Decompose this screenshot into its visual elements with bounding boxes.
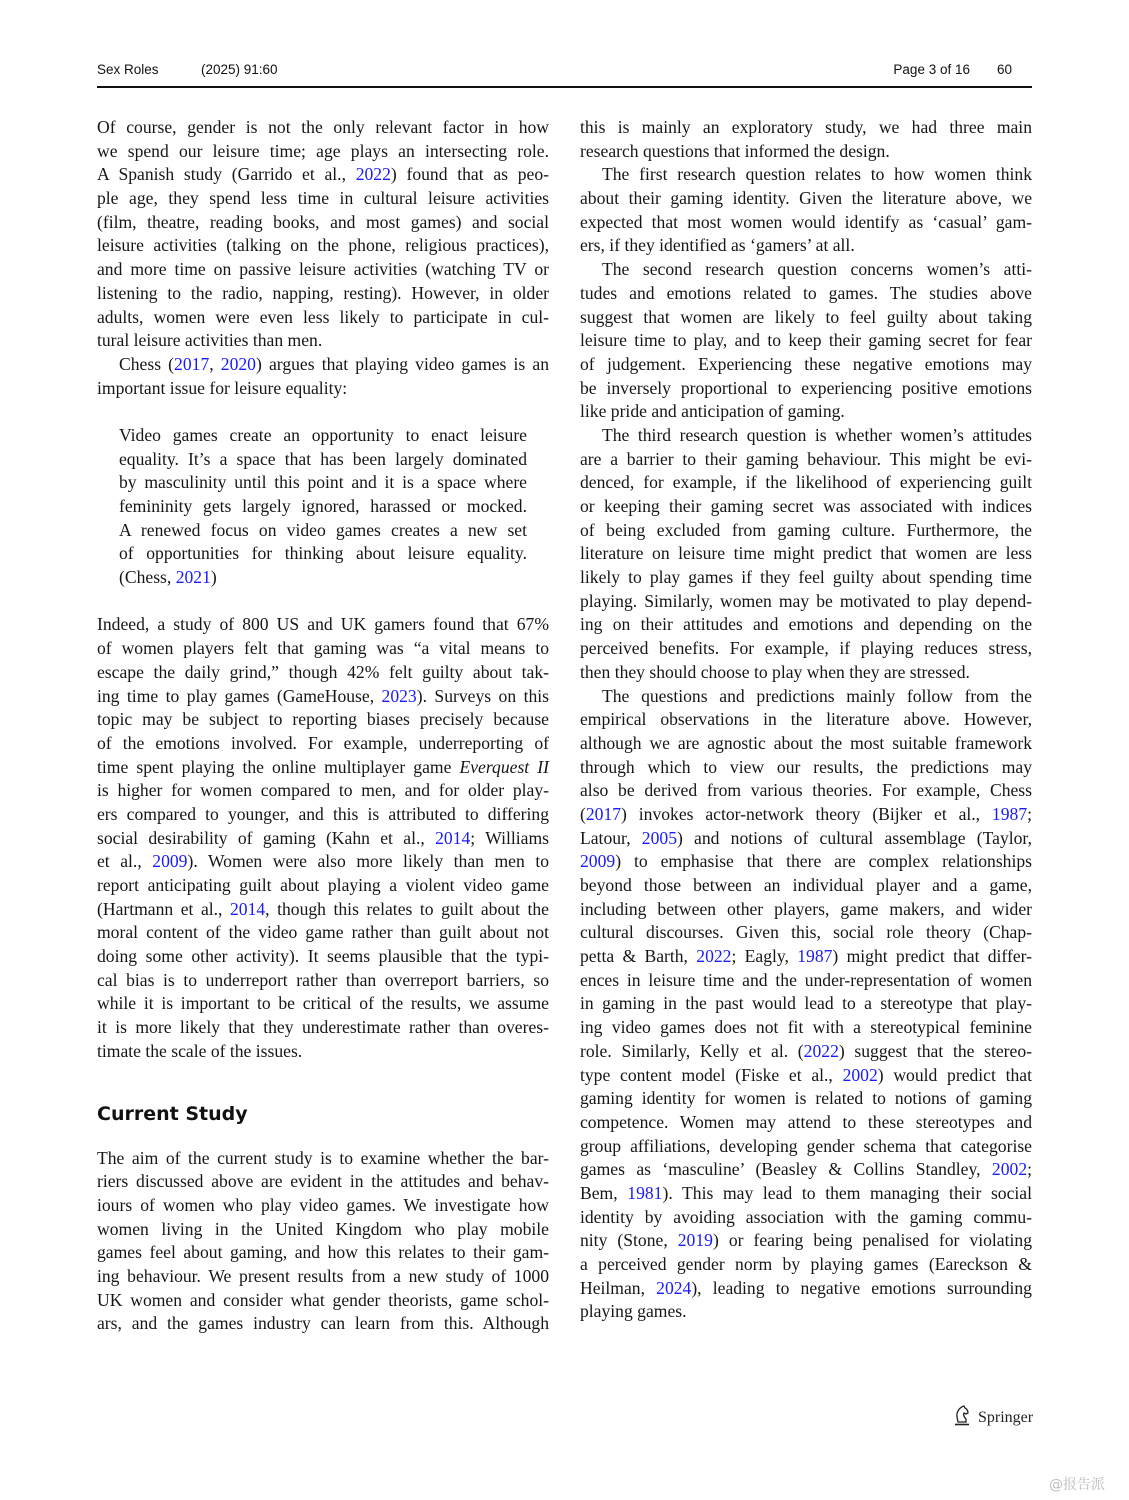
paragraph xyxy=(97,613,549,1063)
citation-link[interactable]: 2002 xyxy=(991,1159,1028,1180)
text-line: time spent playing the online multiplayer game Everquest II xyxy=(97,756,549,777)
text-line: we spend our leisure time; age plays an intersecting role. xyxy=(97,140,549,161)
text-line: equality. It’s a space that has been largely dominated xyxy=(119,448,527,469)
volume-issue: (2025) 91:60 xyxy=(201,62,278,77)
text-line: Indeed, a study of 800 US and UK gamers found that 67% xyxy=(97,614,549,635)
citation-link[interactable]: 2009 xyxy=(152,851,188,872)
citation-link[interactable]: 2017 xyxy=(585,803,622,824)
text-line: playing. Similarly, women may be motivated to play depend- xyxy=(580,590,1032,611)
text-line: iours of women who play video games. We investigate how xyxy=(97,1194,549,1215)
text-line: A renewed focus on video games creates a new set xyxy=(119,519,527,540)
paragraph xyxy=(580,116,1032,163)
citation-link[interactable]: 2019 xyxy=(677,1230,713,1251)
citation-link[interactable]: 2024 xyxy=(656,1277,692,1298)
text-line: are a barrier to their gaming behaviour. This might be evi- xyxy=(580,448,1032,469)
citation-link[interactable]: 2023 xyxy=(381,685,417,706)
citation-link[interactable]: 2009 xyxy=(580,851,616,872)
text-line: leisure time to play, and to keep their gaming secret for fear xyxy=(580,330,1032,351)
text-line: ple age, they spend less time in cultural leisure activities xyxy=(97,188,549,209)
spacer xyxy=(97,400,549,424)
text-line: through which to view our results, the predictions may xyxy=(580,756,1032,777)
text-line: (film, theatre, reading books, and most games) and social xyxy=(97,211,549,232)
paragraph xyxy=(580,685,1032,1325)
text-line: empirical observations in the literature above. However, xyxy=(580,709,1032,730)
text-line: ing video games does not fit with a stereotypical feminine xyxy=(580,1017,1032,1038)
paragraph xyxy=(97,1147,549,1337)
text-line: in gaming in the past would lead to a stereotype that play- xyxy=(580,993,1032,1014)
text-line: a perceived gender norm by playing games (Eareckson & xyxy=(580,1254,1032,1274)
paragraph xyxy=(580,424,1032,685)
text-line: denced, for example, if the likelihood of experiencing guilt xyxy=(580,472,1032,493)
text-line: while it is important to be critical of the results, we assume xyxy=(97,993,549,1014)
text-line: leisure activities (talking on the phone, religious practices), xyxy=(97,235,549,256)
text-line: report anticipating guilt about playing a violent video game xyxy=(97,875,549,895)
text-line: Of course, gender is not the only relevant factor in how xyxy=(97,117,549,137)
watermark: @报告派 xyxy=(1049,1477,1105,1493)
text-line: by masculinity until this point and it is a space where xyxy=(119,472,527,493)
text-line: ing on their attitudes and emotions and depending on the xyxy=(580,614,1032,635)
running-header xyxy=(97,62,1032,82)
text-line: identity by avoiding association with the gaming commu- xyxy=(580,1206,1032,1227)
text-line: expected that most women would identify as ‘casual’ gam- xyxy=(580,211,1032,232)
text-line: cal bias is to underreport rather than overreport barriers, so xyxy=(97,969,549,990)
text-line: ers, if they identified as ‘gamers’ at all. xyxy=(580,235,855,256)
text-line: type content model (Fiske et al., 2002) would predict that xyxy=(580,1064,1032,1085)
text-line: role. Similarly, Kelly et al. (2022) suggest that the stereo- xyxy=(580,1040,1032,1061)
text-line: et al., 2009). Women were also more likely than men to xyxy=(97,851,549,872)
left-column xyxy=(97,116,549,1336)
text-line: of opportunities for thinking about leisure equality. xyxy=(119,543,527,564)
text-line: (Hartmann et al., 2014, though this relates to guilt about the xyxy=(97,898,549,919)
text-line: of judgement. Experiencing these negative emotions may xyxy=(580,353,1032,374)
text-line: important issue for leisure equality: xyxy=(97,377,348,398)
text-line: riers discussed above are evident in the attitudes and behav- xyxy=(97,1171,549,1192)
header-divider xyxy=(97,86,1032,88)
text-line: perceived benefits. For example, if playing reduces stress, xyxy=(580,638,1032,659)
publisher-name: Springer xyxy=(978,1408,1034,1426)
text-line: research questions that informed the design. xyxy=(580,140,890,161)
text-line: like pride and anticipation of gaming. xyxy=(580,401,845,422)
text-line: then they should choose to play when they are stressed. xyxy=(580,661,970,682)
paragraph xyxy=(97,116,549,353)
text-line: group affiliations, developing gender schema that categorise xyxy=(580,1135,1032,1156)
citation-link[interactable]: 2021 xyxy=(175,567,211,588)
text-line: of women players felt that gaming was “a vital means to xyxy=(97,638,549,659)
citation-link[interactable]: 2022 xyxy=(696,946,732,967)
text-line: games as ‘masculine’ (Beasley & Collins Standley, 2002; xyxy=(580,1159,1032,1180)
text-line: ences in leisure time and the under-representation of women xyxy=(580,969,1032,990)
text-line: playing games. xyxy=(580,1301,687,1322)
text-line: or keeping their gaming secret was associated with indices xyxy=(580,496,1032,516)
text-line: UK women and consider what gender theorists, game schol- xyxy=(97,1289,549,1310)
text-line: ers compared to younger, and this is attributed to differing xyxy=(97,803,549,824)
text-line: competence. Women may attend to these stereotypes and xyxy=(580,1111,1032,1132)
text-line: adults, women were even less likely to participate in cul- xyxy=(97,306,549,327)
text-line: Heilman, 2024), leading to negative emotions surrounding xyxy=(580,1277,1032,1298)
citation-link[interactable]: 2014 xyxy=(229,898,266,919)
article-number: 60 xyxy=(996,62,1012,77)
text-line: ing time to play games (GameHouse, 2023). Surveys on this xyxy=(97,685,549,706)
text-line: tudes and emotions related to games. The studies above xyxy=(580,282,1032,303)
text-line: likely to play games if they feel guilty about spending time xyxy=(580,567,1032,588)
text-line: social desirability of gaming (Kahn et al., 2014; Williams xyxy=(97,827,549,848)
text-line: listening to the radio, napping, resting). However, in older xyxy=(97,282,549,303)
text-line: Chess (2017, 2020) argues that playing video games is an xyxy=(119,353,549,374)
paragraph xyxy=(580,258,1032,424)
text-line: The third research question is whether women’s attitudes xyxy=(602,424,1032,445)
section-heading: Current Study xyxy=(97,1102,248,1125)
text-line: (2017) invokes actor-network theory (Bijker et al., 1987; xyxy=(580,803,1032,824)
citation-link[interactable]: 2017 xyxy=(174,353,210,374)
text-line: and more time on passive leisure activities (watching TV or xyxy=(97,259,549,280)
citation-link[interactable]: 2005 xyxy=(641,827,677,848)
right-column xyxy=(580,116,1032,1324)
text-line: doing some other activity). It seems plausible that the typi- xyxy=(97,946,549,967)
text-line: although we are agnostic about the most suitable framework xyxy=(580,732,1032,753)
text-line: gaming identity for women is related to notions of gaming xyxy=(580,1088,1032,1109)
text-line: tural leisure activities than men. xyxy=(97,330,323,351)
text-line: Video games create an opportunity to enact leisure xyxy=(119,424,527,445)
text-line: The aim of the current study is to examine whether the bar- xyxy=(97,1147,549,1168)
text-line: suggest that women are likely to feel guilty about taking xyxy=(580,306,1032,327)
italic-title: Everquest II xyxy=(459,756,549,777)
text-line: topic may be subject to reporting biases precisely because xyxy=(97,709,549,730)
text-line: timate the scale of the issues. xyxy=(97,1040,303,1061)
text-line: games feel about gaming, and how this relates to their gam- xyxy=(97,1242,549,1263)
text-line: of being excluded from gaming culture. Furthermore, the xyxy=(580,519,1032,540)
text-line: 2009) to emphasise that there are complex relationships xyxy=(580,851,1032,872)
text-line: The second research question concerns women’s atti- xyxy=(602,259,1032,280)
text-line: Bem, 1981). This may lead to them managing their social xyxy=(580,1182,1032,1203)
citation-link[interactable]: 2014 xyxy=(435,827,471,848)
citation-link[interactable]: 1987 xyxy=(797,946,833,967)
page-number-info: Page 3 of 16 xyxy=(893,62,970,77)
publisher-logo xyxy=(952,1404,1033,1431)
paragraph xyxy=(97,353,549,400)
text-line: cultural discourses. Given this, social role theory (Chap- xyxy=(580,922,1032,943)
text-line: be inversely proportional to experiencing positive emotions xyxy=(580,377,1032,398)
citation-link[interactable]: 2022 xyxy=(803,1040,839,1061)
block-quote xyxy=(97,424,549,590)
text-line: moral content of the video game rather than guilt about not xyxy=(97,922,549,943)
text-line: femininity gets largely ignored, harassed or mocked. xyxy=(119,496,527,516)
text-line: is higher for women compared to men, and for older play- xyxy=(97,780,549,801)
text-line: including between other players, game makers, and wider xyxy=(580,898,1032,919)
text-line: (Chess, 2021) xyxy=(119,567,217,588)
text-line: literature on leisure time might predict that women are less xyxy=(580,543,1032,564)
text-line: ars, and the games industry can learn from this. Although xyxy=(97,1313,549,1334)
text-line: women living in the United Kingdom who play mobile xyxy=(97,1218,549,1239)
text-line: also be derived from various theories. For example, Chess xyxy=(580,780,1032,801)
springer-horse-logo-icon xyxy=(952,1404,972,1431)
text-line: The questions and predictions mainly follow from the xyxy=(602,685,1032,706)
text-line: ing behaviour. We present results from a new study of 1000 xyxy=(97,1265,549,1286)
citation-link[interactable]: 2022 xyxy=(355,164,391,185)
text-line: The first research question relates to how women think xyxy=(602,164,1032,185)
text-line: beyond those between an individual player and a game, xyxy=(580,875,1032,895)
text-line: it is more likely that they underestimate rather than overes- xyxy=(97,1017,549,1038)
citation-link[interactable]: 1981 xyxy=(627,1182,663,1203)
text-line: about their gaming identity. Given the literature above, we xyxy=(580,188,1032,209)
text-line: nity (Stone, 2019) or fearing being penalised for violating xyxy=(580,1230,1032,1251)
text-line: A Spanish study (Garrido et al., 2022) found that as peo- xyxy=(97,164,549,185)
citation-link[interactable]: 2002 xyxy=(842,1064,878,1085)
citation-link[interactable]: 1987 xyxy=(991,803,1028,824)
text-line: this is mainly an exploratory study, we had three main xyxy=(580,117,1032,137)
text-line: escape the daily grind,” though 42% felt guilty about tak- xyxy=(97,661,549,682)
paragraph xyxy=(580,163,1032,258)
text-line: of the emotions involved. For example, underreporting of xyxy=(97,732,549,753)
journal-name: Sex Roles xyxy=(97,62,159,77)
spacer xyxy=(97,590,549,614)
text-line: petta & Barth, 2022; Eagly, 1987) might predict that differ- xyxy=(580,946,1033,967)
text-line: Latour, 2005) and notions of cultural assemblage (Taylor, xyxy=(580,827,1032,848)
citation-link[interactable]: 2020 xyxy=(220,353,256,374)
